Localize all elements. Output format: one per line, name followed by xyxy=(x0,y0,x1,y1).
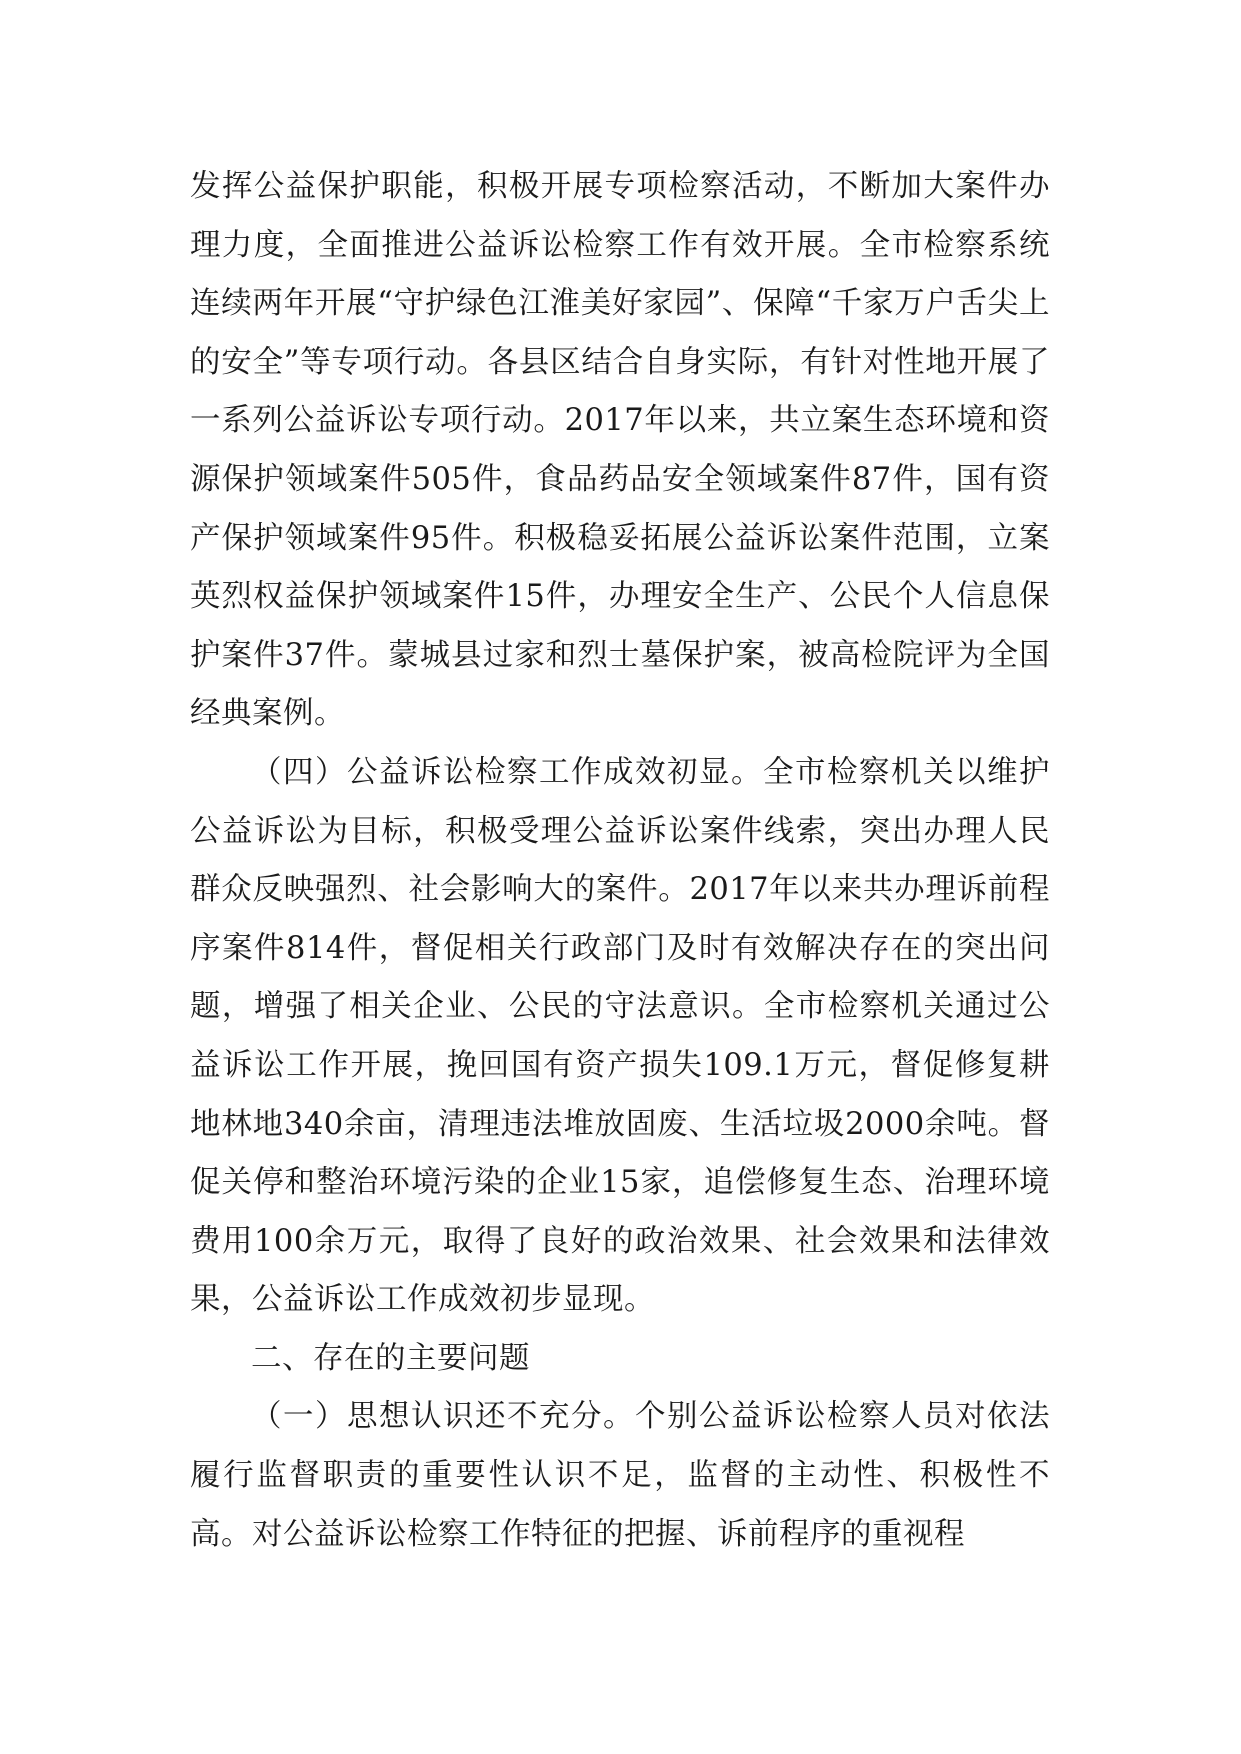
section-heading-main-problems: 二、存在的主要问题 xyxy=(251,1340,530,1376)
document-body xyxy=(190,158,1050,1564)
paragraph-continuation: 发挥公益保护职能，积极开展专项检察活动，不断加大案件办理力度，全面推进公益诉讼检察工作有效开展。全市检察系统连续两年开展“守护绿色江淮美好家园”、保障“千家万户舌尖上的安全”等专项行动。各县区结合自身实际，有针对性地开展了一系列公益诉讼专项行动。2017年以来，共立案生态环境和资源保护领域案件505件，食品药品安全领域案件87件，国有资产保护领域案件95件。积极稳妥拓展公益诉讼案件范围，立案英烈权益保护领域案件15件，办理安全生产、公民个人信息保护案件37件。蒙城县过家和烈士墓保护案，被高检院评为全国经典案例。 xyxy=(190,169,1050,732)
paragraph-problem-one: （一）思想认识还不充分。个别公益诉讼检察人员对依法履行监督职责的重要性认识不足，监督的主动性、积极性不高。对公益诉讼检察工作特征的把握、诉前程序的重视程 xyxy=(190,1399,1050,1552)
paragraph-section-four: （四）公益诉讼检察工作成效初显。全市检察机关以维护公益诉讼为目标，积极受理公益诉讼案件线索，突出办理人民群众反映强烈、社会影响大的案件。2017年以来共办理诉前程序案件814件，督促相关行政部门及时有效解决存在的突出问题，增强了相关企业、公民的守法意识。全市检察机关通过公益诉讼工作开展，挽回国有资产损失109.1万元，督促修复耕地林地340余亩，清理违法堆放固废、生活垃圾2000余吨。督促关停和整治环境污染的企业15家，追偿修复生态、治理环境费用100余万元，取得了良好的政治效果、社会效果和法律效果，公益诉讼工作成效初步显现。 xyxy=(190,754,1050,1318)
